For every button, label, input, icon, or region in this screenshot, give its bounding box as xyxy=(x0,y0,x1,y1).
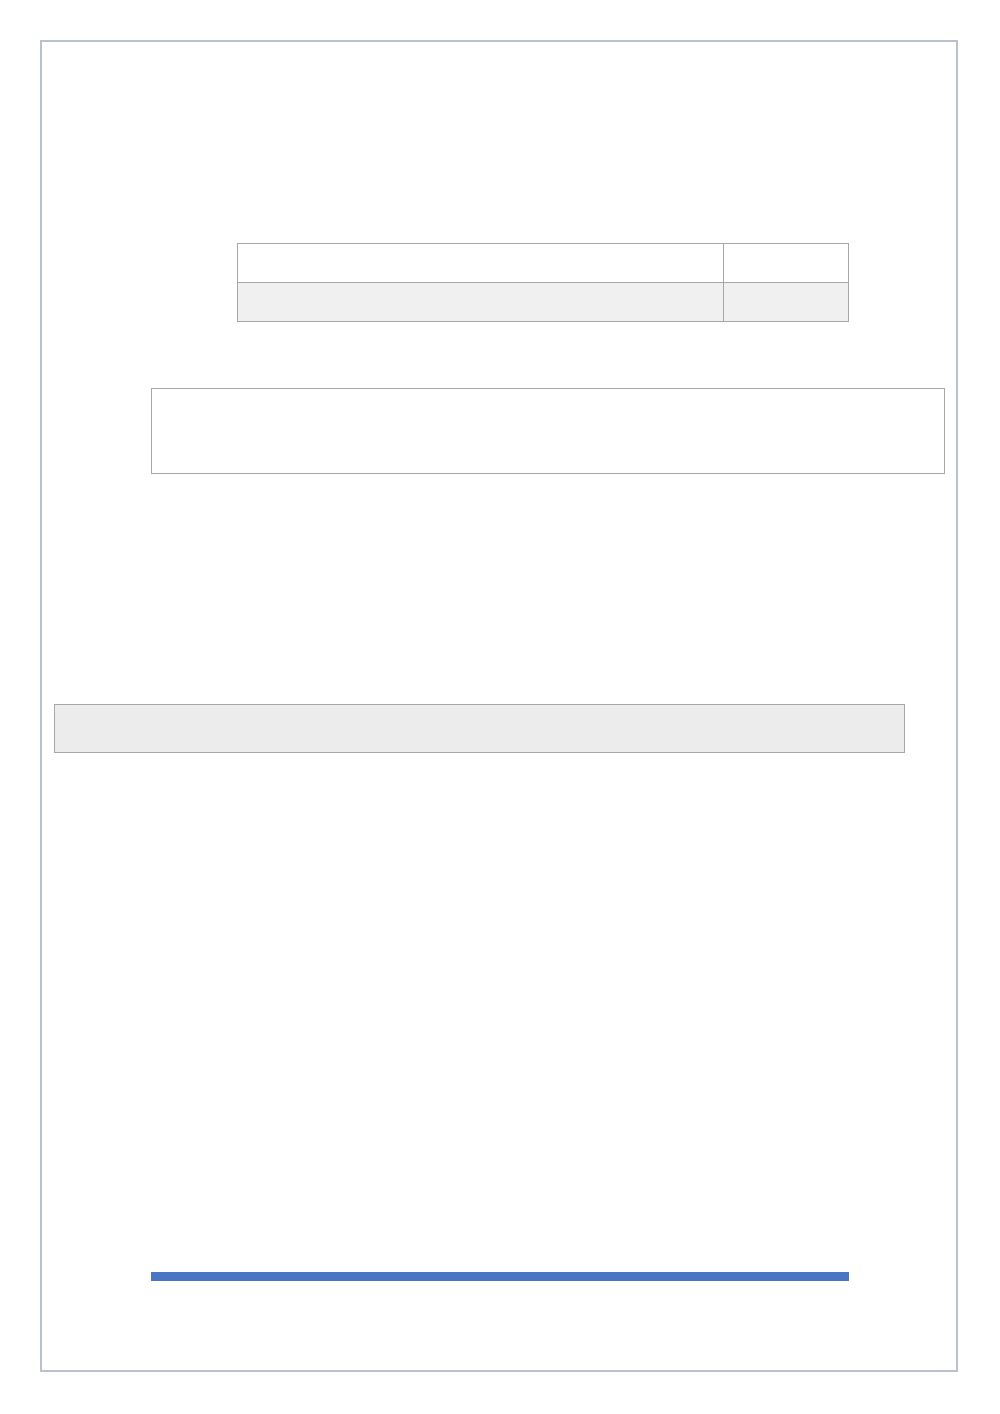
q2-title xyxy=(54,704,905,753)
student-info-table xyxy=(237,243,849,322)
name-label xyxy=(724,244,849,283)
brand-logo-icon xyxy=(965,1378,984,1397)
name-input[interactable] xyxy=(238,244,724,283)
q1-table xyxy=(151,388,945,474)
class-label xyxy=(724,283,849,322)
footer-bar xyxy=(151,1272,849,1281)
q1-title xyxy=(152,389,945,474)
liveworksheets-brand xyxy=(965,1378,988,1397)
class-input[interactable] xyxy=(238,283,724,322)
